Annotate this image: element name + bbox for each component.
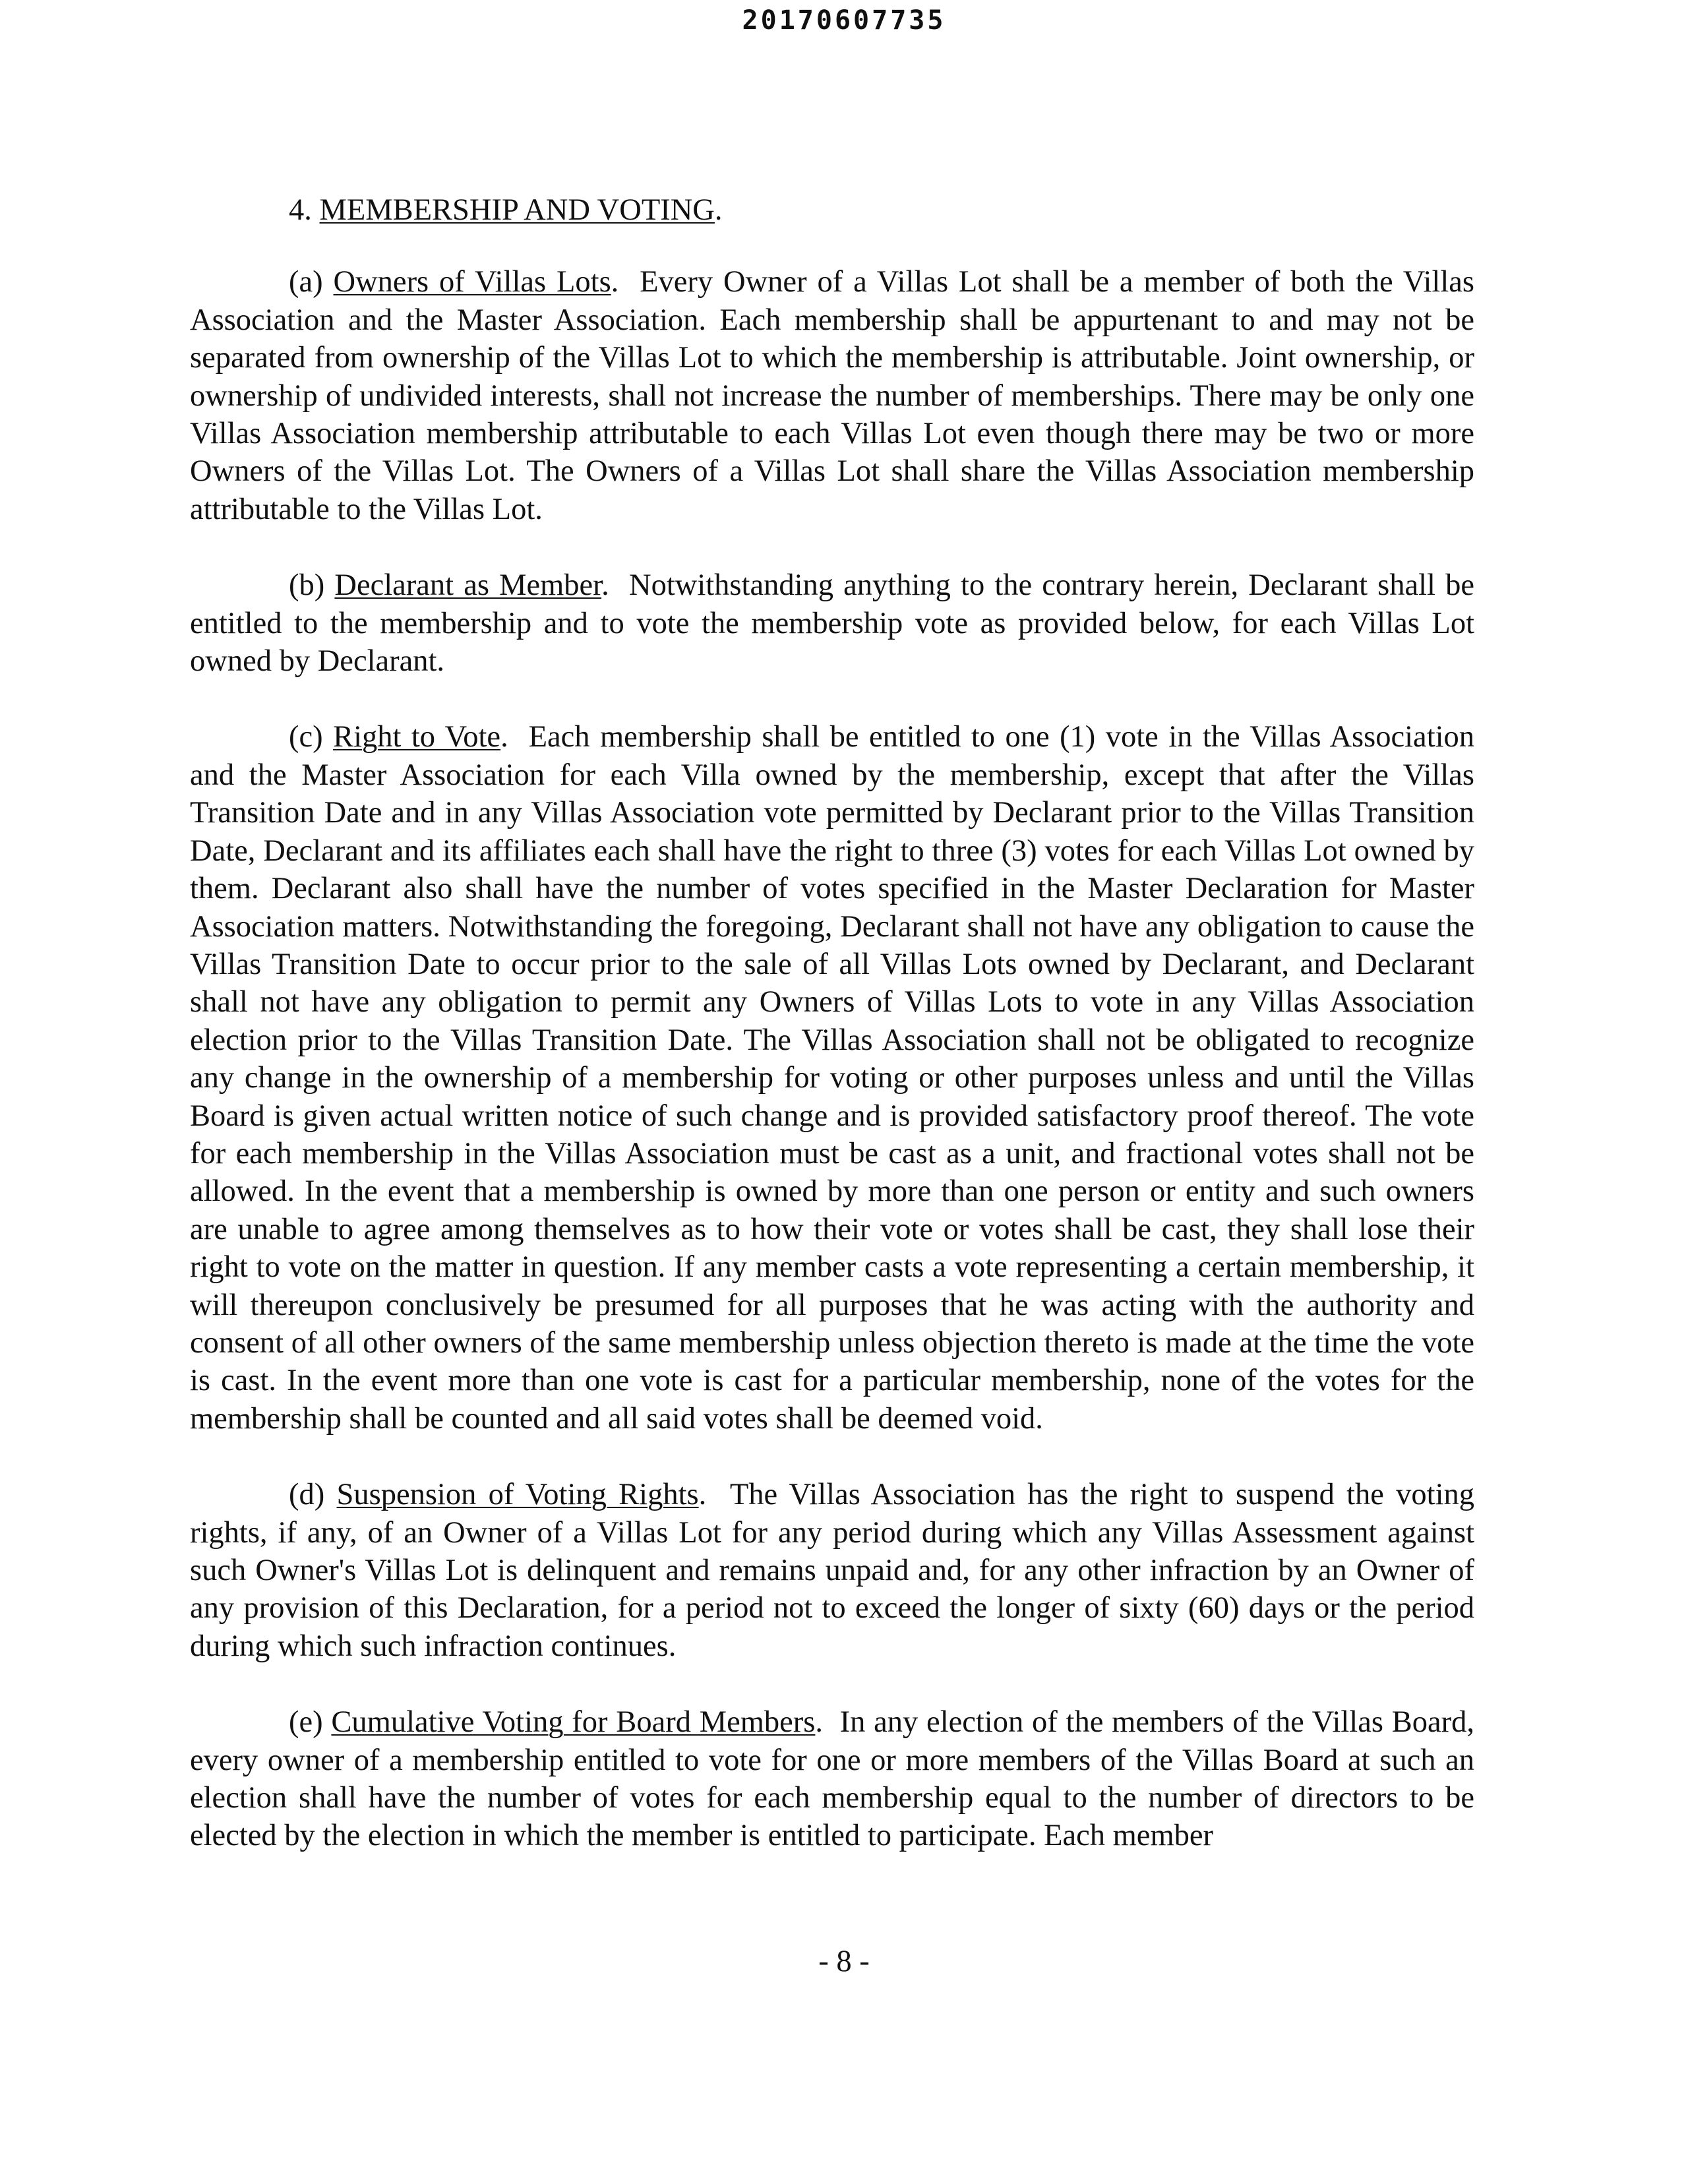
paragraph-a xyxy=(190,263,1474,528)
section-heading xyxy=(190,191,1474,229)
document-body xyxy=(190,191,1474,1893)
paragraph-label: (e) xyxy=(289,1705,323,1740)
paragraph-label: (a) xyxy=(289,265,323,299)
paragraph-heading: Right to Vote xyxy=(333,720,501,754)
paragraph-heading: Declarant as Member xyxy=(334,568,602,603)
paragraph-body: The Villas Association has the right to suspend the voting rights, if any, of an Owner of a Villas Lot for any period during which any Villas Assessment against such Owner's Villas Lot is delinquent and remains unpaid and, for any other infraction by an Owner of any provision of this Declaration, for a period not to exceed the longer of sixty (60) days or the period during which such infraction continues. xyxy=(190,1478,1474,1663)
paragraph-body: Notwithstanding anything to the contrary herein, Declarant shall be entitled to the membership and to vote the membership vote as provided below, for each Villas Lot owned by Declarant. xyxy=(190,568,1475,679)
paragraph-body: In any election of the members of the Villas Board, every owner of a membership entitled to vote for one or more members of the Villas Board at such an election shall have the number of votes for each membership equal to the number of directors to be elected by the election in which the member is entitled to participate. Each member xyxy=(190,1705,1475,1853)
paragraph-heading-punct: . xyxy=(500,720,508,754)
paragraph-heading-punct: . xyxy=(698,1478,707,1512)
paragraph-heading-punct: . xyxy=(601,568,609,603)
section-title-punct: . xyxy=(714,193,723,227)
paragraph-heading: Cumulative Voting for Board Members xyxy=(331,1705,816,1740)
section-number: 4. xyxy=(289,193,312,227)
paragraph-label: (d) xyxy=(289,1478,325,1512)
paragraph-c xyxy=(190,718,1474,1438)
paragraph-heading-punct: . xyxy=(611,265,619,299)
paragraph-b xyxy=(190,566,1474,680)
page-number: - 8 - xyxy=(818,1945,870,1978)
paragraph-heading: Owners of Villas Lots xyxy=(333,265,611,299)
paragraph-body: Every Owner of a Villas Lot shall be a member of both the Villas Association and the Master Association. Each membership shall be appurtenant to and may not be separated from ownership of the Villas Lot to which the membership is attributable. Joint ownership, or ownership of undivided interests, shall not increase the number of memberships. There may be only one Villas Association membership attributable to each Villas Lot even though there may be two or more Owners of the Villas Lot. The Owners of a Villas Lot shall share the Villas Association membership attributable to the Villas Lot. xyxy=(190,265,1475,526)
document-number: 20170607735 xyxy=(742,5,946,36)
section-title: MEMBERSHIP AND VOTING xyxy=(319,193,715,227)
paragraph-heading-punct: . xyxy=(815,1705,823,1740)
paragraph-e xyxy=(190,1703,1474,1855)
paragraph-body: Each membership shall be entitled to one (1) vote in the Villas Association and the Master Association for each Villa owned by the membership, except that after the Villas Transition Date and in any Villas Association vote permitted by Declarant prior to the Villas Transition Date, Declarant and its affiliates each shall have the right to three (3) votes for each Villas Lot owned by them. Declarant also shall have the number of votes specified in the Master Declaration for Master Association matters. Notwithstanding the foregoing, Declarant shall not have any obligation to cause the Villas Transition Date to occur prior to the sale of all Villas Lots owned by Declarant, and Declarant shall not have any obligation to permit any Owners of Villas Lots to vote in any Villas Association election prior to the Villas Transition Date. The Villas Association shall not be obligated to recognize any change in the ownership of a membership for voting or other purposes unless and until the Villas Board is given actual written notice of such change and is provided satisfactory proof thereof. The vote for each membership in the Villas Association must be cast as a unit, and fractional votes shall not be allowed. In the event that a membership is owned by more than one person or entity and such owners are unable to agree among themselves as to how their vote or votes shall be cast, they shall lose their right to vote on the matter in question. If any member casts a vote representing a certain membership, it will thereupon conclusively be presumed for all purposes that he was acting with the authority and consent of all other owners of the same membership unless objection thereto is made at the time the vote is cast. In the event more than one vote is cast for a particular membership, none of the votes for the membership shall be counted and all said votes shall be deemed void. xyxy=(190,720,1475,1436)
paragraph-label: (c) xyxy=(289,720,323,754)
paragraph-heading: Suspension of Voting Rights xyxy=(336,1478,699,1512)
paragraph-label: (b) xyxy=(289,568,325,603)
paragraph-d xyxy=(190,1476,1474,1665)
